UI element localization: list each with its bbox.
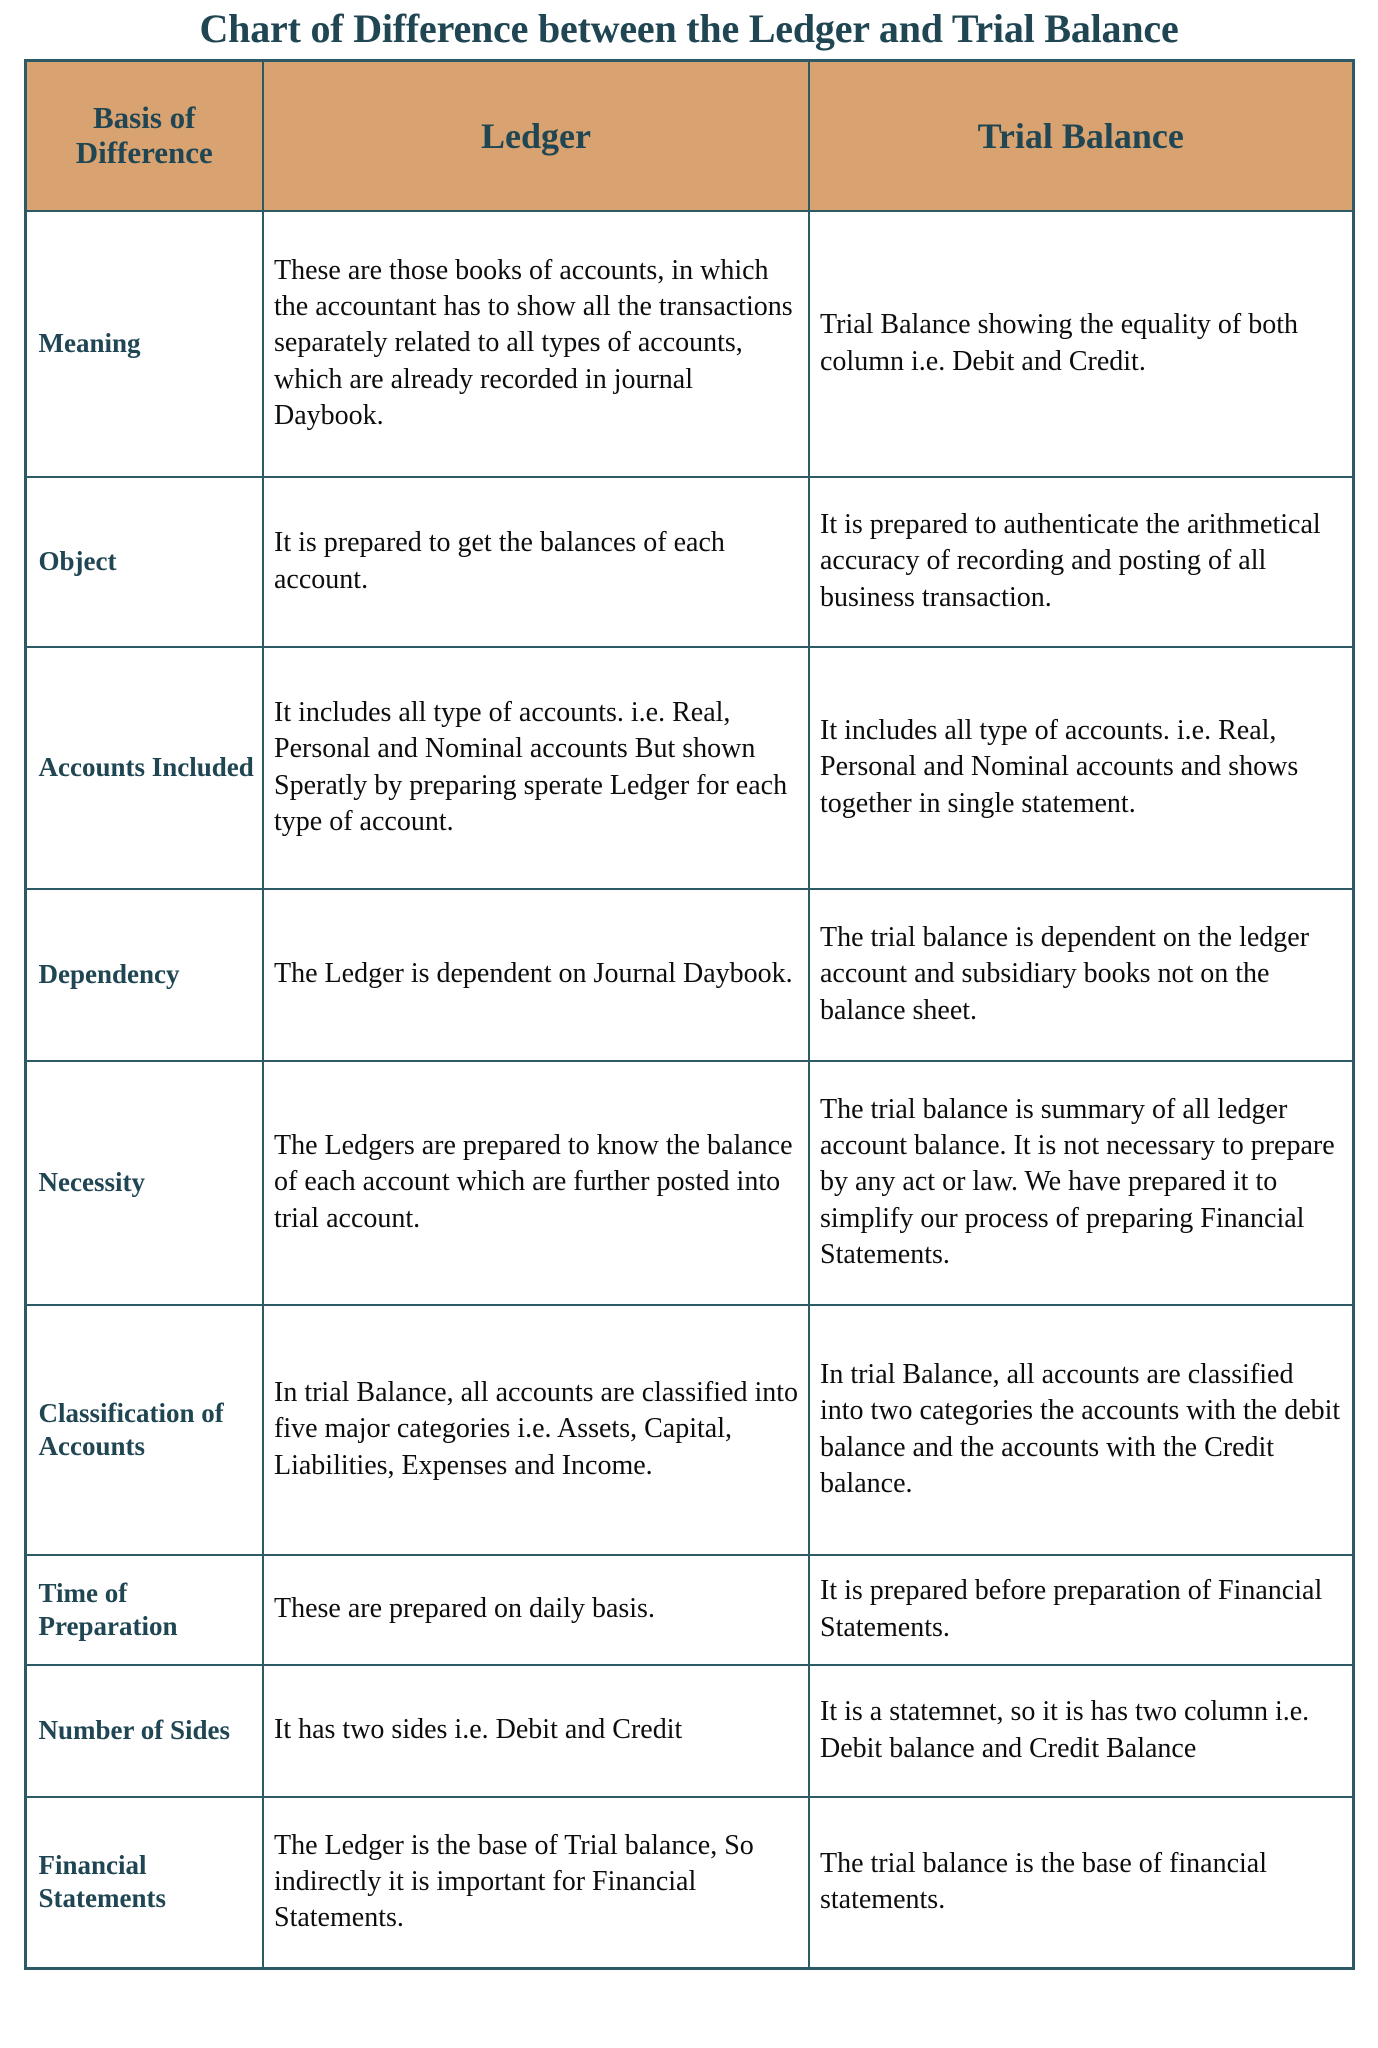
trial-balance-cell: It is a statemnet, so it is has two column i.e. Debit balance and Credit Balance [809,1665,1353,1797]
table-row [25,1665,1353,1797]
trial-balance-cell: The trial balance is the base of financial statements. [809,1797,1353,1969]
trial-balance-cell: In trial Balance, all accounts are classified into two categories the accounts with the debit balance and the accounts with the Credit balance. [809,1305,1353,1555]
table-row [25,211,1353,477]
basis-label: Financial Statements [25,1797,263,1969]
ledger-cell: In trial Balance, all accounts are classified into five major categories i.e. Assets, Capital, Liabilities, Expenses and Income. [263,1305,809,1555]
trial-balance-cell: The trial balance is dependent on the ledger account and subsidiary books not on the balance sheet. [809,889,1353,1061]
trial-balance-cell: It includes all type of accounts. i.e. Real, Personal and Nominal accounts and shows together in single statement. [809,647,1353,889]
column-header-basis-of-difference: Basis of Difference [25,61,263,211]
basis-label: Object [25,477,263,647]
ledger-cell: These are those books of accounts, in which the accountant has to show all the transactions separately related to all types of accounts, which are already recorded in journal Daybook. [263,211,809,477]
column-header-ledger: Ledger [263,61,809,211]
ledger-cell: It has two sides i.e. Debit and Credit [263,1665,809,1797]
basis-label: Accounts Included [25,647,263,889]
basis-label: Meaning [25,211,263,477]
table-body [25,211,1353,1969]
table-row [25,1061,1353,1305]
table-row [25,1305,1353,1555]
table-row [25,1797,1353,1969]
ledger-cell: It is prepared to get the balances of each account. [263,477,809,647]
ledger-cell: The Ledger is dependent on Journal Daybook. [263,889,809,1061]
basis-label: Classification of Accounts [25,1305,263,1555]
ledger-cell: It includes all type of accounts. i.e. Real, Personal and Nominal accounts But shown Speratly by preparing sperate Ledger for each type of account. [263,647,809,889]
basis-label: Necessity [25,1061,263,1305]
table-row [25,477,1353,647]
ledger-cell: The Ledger is the base of Trial balance, So indirectly it is important for Financial Statements. [263,1797,809,1969]
trial-balance-cell: It is prepared before preparation of Financial Statements. [809,1555,1353,1665]
ledger-cell: These are prepared on daily basis. [263,1555,809,1665]
column-header-trial-balance: Trial Balance [809,61,1353,211]
comparison-table [24,59,1355,1970]
basis-label: Number of Sides [25,1665,263,1797]
ledger-cell: The Ledgers are prepared to know the balance of each account which are further posted into trial account. [263,1061,809,1305]
table-row [25,647,1353,889]
table-row [25,889,1353,1061]
table-row [25,1555,1353,1665]
basis-label: Time of Preparation [25,1555,263,1665]
trial-balance-cell: The trial balance is summary of all ledger account balance. It is not necessary to prepare by any act or law. We have prepared it to simplify our process of preparing Financial Statements. [809,1061,1353,1305]
table-header-row [25,61,1353,211]
basis-label: Dependency [25,889,263,1061]
page-title: Chart of Difference between the Ledger and Trial Balance [199,6,1179,51]
table-header [25,61,1353,211]
trial-balance-cell: It is prepared to authenticate the arithmetical accuracy of recording and posting of all business transaction. [809,477,1353,647]
trial-balance-cell: Trial Balance showing the equality of both column i.e. Debit and Credit. [809,211,1353,477]
